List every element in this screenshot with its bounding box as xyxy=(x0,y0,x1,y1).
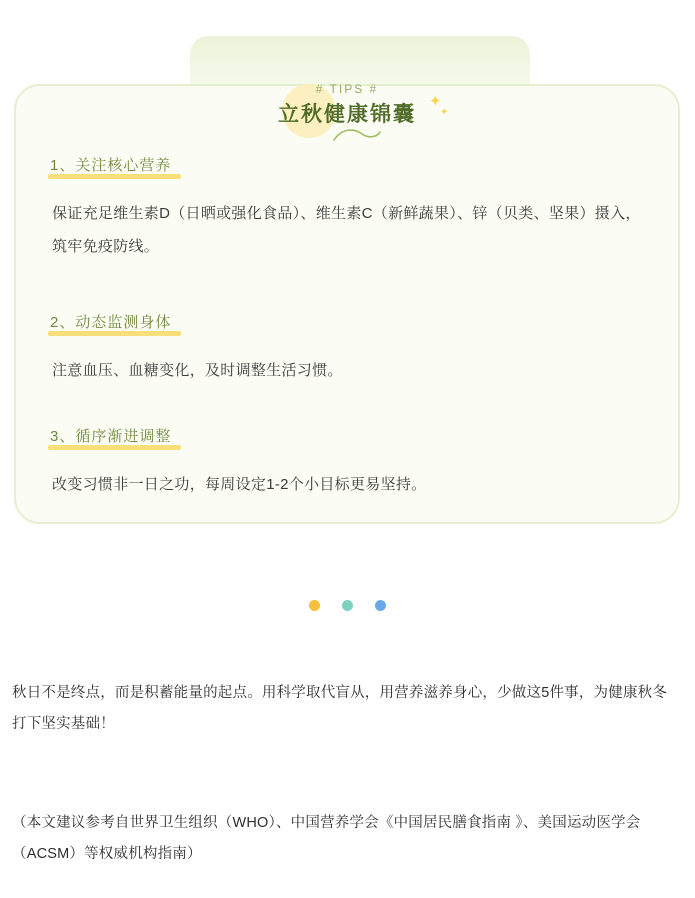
section-1 xyxy=(28,154,666,177)
source-note: （本文建议参考自世界卫生组织（WHO）、中国营养学会《中国居民膳食指南 》、美国运动医学会（ACSM）等权威机构指南） xyxy=(12,815,641,862)
section-2-body: 注意血压、血糖变化，及时调整生活习惯。 xyxy=(52,362,343,379)
tips-kicker: # TIPS # xyxy=(315,82,379,96)
sparkle-icon: ✦ xyxy=(429,93,442,110)
dot-1 xyxy=(309,600,320,611)
dot-separator xyxy=(0,598,695,616)
sparkle-small-icon: ✦ xyxy=(440,107,449,118)
section-2 xyxy=(28,311,666,334)
section-3-heading xyxy=(48,425,175,448)
squiggle-decoration xyxy=(332,126,382,144)
section-1-body: 保证充足维生素D（日晒或强化食品）、维生素C（新鲜蔬果）、锌（贝类、坚果）摄入，筑牢免疫防线。 xyxy=(52,205,641,255)
section-3-body: 改变习惯非一日之功，每周设定1-2个小目标更易坚持。 xyxy=(52,476,427,493)
section-3-highlight xyxy=(48,445,181,450)
section-2-heading-text: 2、动态监测身体 xyxy=(50,314,172,331)
tips-title: 立秋健康锦囊 xyxy=(278,103,416,126)
dot-3 xyxy=(375,600,386,611)
section-1-heading-text: 1、关注核心营养 xyxy=(50,157,172,174)
section-3 xyxy=(28,425,666,448)
section-2-heading xyxy=(48,311,175,334)
dot-2 xyxy=(342,600,353,611)
section-1-highlight xyxy=(48,174,181,179)
outro-paragraph: 秋日不是终点，而是积蓄能量的起点。用科学取代盲从，用营养滋养身心，少做这5件事，为健康秋冬打下坚实基础！ xyxy=(12,685,668,732)
card-content xyxy=(28,154,666,501)
tips-card xyxy=(14,36,680,526)
section-3-heading-text: 3、循序渐进调整 xyxy=(50,428,172,445)
section-2-highlight xyxy=(48,331,181,336)
section-1-heading xyxy=(48,154,175,177)
